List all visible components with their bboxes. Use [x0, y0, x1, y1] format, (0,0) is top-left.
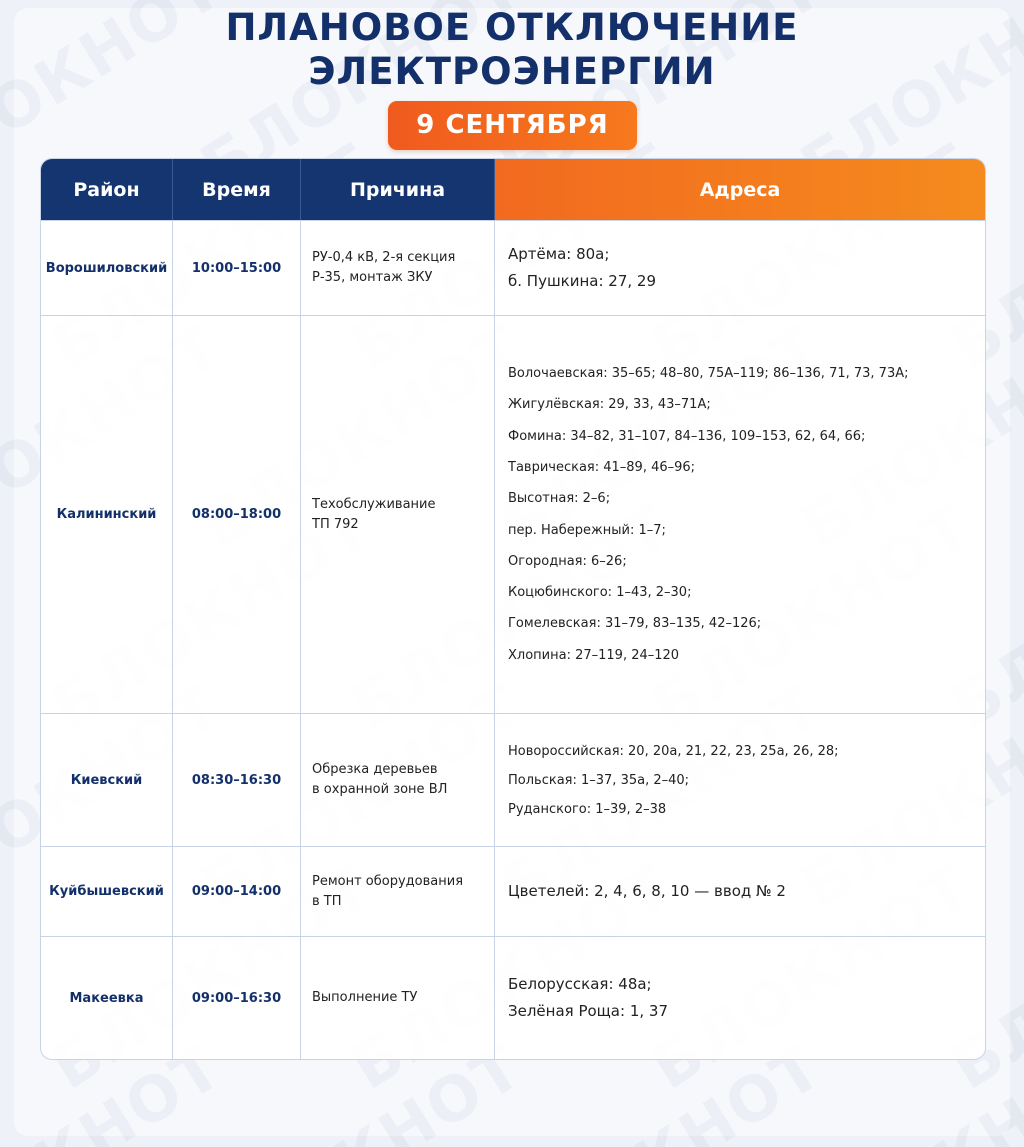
address-line: Волочаевская: 35–65; 48–80, 75А–119; 86–136, 71, 73, 73А; [508, 366, 909, 382]
title-line-1: ПЛАНОВОЕ ОТКЛЮЧЕНИЕ [225, 6, 799, 49]
address-line: Огородная: 6–26; [508, 553, 627, 569]
cell-time: 08:00–18:00 [173, 315, 301, 713]
cell-district: Киевский [41, 713, 173, 846]
cell-district: Макеевка [41, 936, 173, 1059]
reason-line: ТП 792 [312, 516, 359, 532]
cell-time: 09:00–16:30 [173, 936, 301, 1059]
reason-line: РУ-0,4 кВ, 2-я секция [312, 250, 456, 265]
cell-district: Ворошиловский [41, 220, 173, 315]
table-row [41, 846, 985, 936]
address-line: Белорусская: 48а; [508, 975, 652, 993]
cell-addresses [495, 846, 985, 936]
table-row [41, 936, 985, 1059]
date-badge: 9 СЕНТЯБРЯ [388, 101, 637, 150]
cell-time: 08:30–16:30 [173, 713, 301, 846]
title-line-2: ЭЛЕКТРОЭНЕРГИИ [308, 50, 716, 93]
address-line: Цветелей: 2, 4, 6, 8, 10 — ввод № 2 [508, 882, 786, 900]
table-row [41, 315, 985, 713]
address-line: Фомина: 34–82, 31–107, 84–136, 109–153, 62, 64, 66; [508, 428, 866, 444]
cell-addresses [495, 713, 985, 846]
address-line: Гомелевская: 31–79, 83–135, 42–126; [508, 616, 762, 632]
cell-addresses [495, 315, 985, 713]
cell-addresses [495, 220, 985, 315]
reason-line: Р-35, монтаж ЗКУ [312, 270, 433, 285]
column-header-time: Время [173, 159, 301, 220]
cell-reason [301, 936, 495, 1059]
address-line: б. Пушкина: 27, 29 [508, 272, 657, 290]
cell-district: Куйбышевский [41, 846, 173, 936]
reason-line: Техобслуживание [312, 496, 436, 512]
reason-line: Обрезка деревьев [312, 762, 438, 777]
cell-time: 10:00–15:00 [173, 220, 301, 315]
table-row [41, 220, 985, 315]
cell-reason [301, 846, 495, 936]
cell-reason [301, 315, 495, 713]
cell-time: 09:00–14:00 [173, 846, 301, 936]
address-line: Новороссийская: 20, 20а, 21, 22, 23, 25а, 26, 28; [508, 743, 839, 759]
address-line: Артёма: 80а; [508, 245, 610, 263]
address-line: Жигулёвская: 29, 33, 43–71А; [508, 397, 711, 413]
reason-line: Ремонт оборудования [312, 873, 464, 889]
cell-reason [301, 713, 495, 846]
address-line: пер. Набережный: 1–7; [508, 522, 666, 538]
outage-table [40, 158, 986, 1060]
address-line: Руданского: 1–39, 2–38 [508, 801, 667, 817]
table-row [41, 713, 985, 846]
address-line: Зелёная Роща: 1, 37 [508, 1002, 668, 1020]
cell-district: Калининский [41, 315, 173, 713]
column-header-district: Район [41, 159, 173, 220]
reason-line: в ТП [312, 893, 342, 909]
address-line: Таврическая: 41–89, 46–96; [508, 459, 696, 475]
address-line: Хлопина: 27–119, 24–120 [508, 647, 680, 663]
cell-reason [301, 220, 495, 315]
reason-line: Выполнение ТУ [312, 990, 418, 1005]
address-line: Высотная: 2–6; [508, 491, 611, 507]
table-header-row [41, 159, 985, 220]
column-header-reason: Причина [301, 159, 495, 220]
reason-line: в охранной зоне ВЛ [312, 782, 448, 797]
address-line: Польская: 1–37, 35а, 2–40; [508, 772, 690, 788]
cell-addresses [495, 936, 985, 1059]
column-header-addresses: Адреса [495, 159, 985, 220]
address-line: Коцюбинского: 1–43, 2–30; [508, 585, 692, 601]
page-title [0, 6, 1024, 94]
